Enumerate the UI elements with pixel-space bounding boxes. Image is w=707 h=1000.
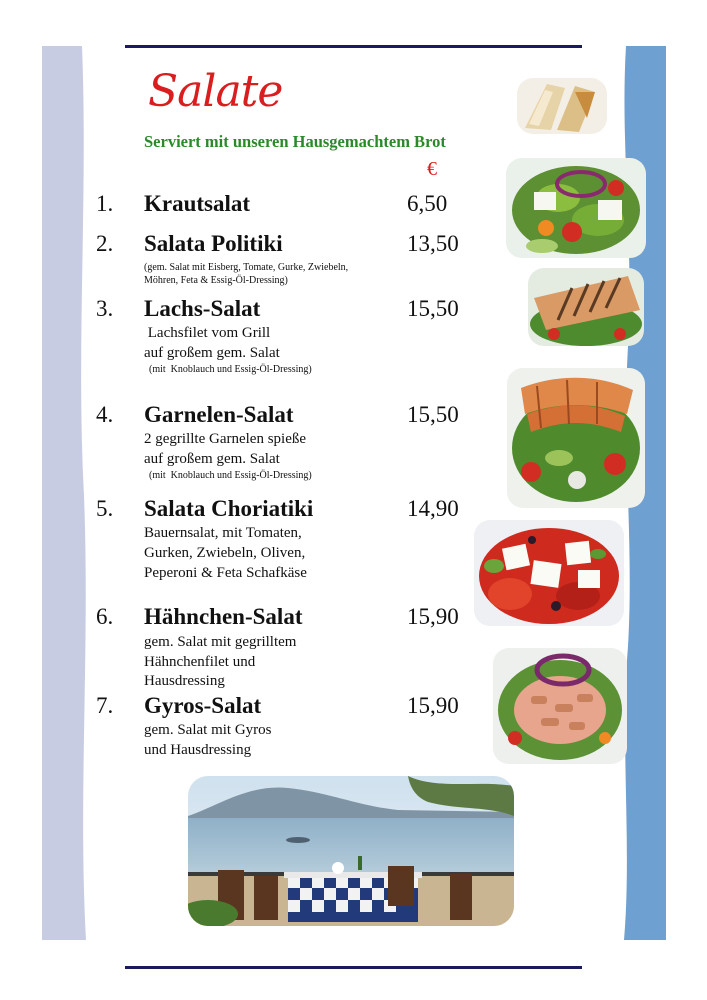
item-description: Möhren, Feta & Essig-Öl-Dressing) (144, 275, 288, 286)
item-price: 13,50 (407, 231, 459, 256)
subtitle: Serviert mit unseren Hausgemachtem Brot (144, 132, 446, 151)
item-description: Bauernsalat, mit Tomaten, (144, 525, 302, 541)
item-description: Gurken, Zwiebeln, Oliven, (144, 545, 306, 561)
item-price: 14,90 (407, 496, 459, 521)
item-price: 15,90 (407, 604, 459, 629)
item-price: 15,50 (407, 296, 459, 321)
item-price: 6,50 (407, 191, 448, 216)
item-number: 3. (96, 296, 114, 321)
item-name: Salata Choriatiki (144, 496, 314, 521)
item-price: 15,90 (407, 693, 459, 718)
item-description: Hausdressing (144, 673, 225, 689)
item-description: Peperoni & Feta Schafkäse (144, 565, 307, 581)
item-name: Salata Politiki (144, 231, 283, 256)
item-description: 2 gegrillte Garnelen spieße (144, 431, 307, 447)
item-price: 15,50 (407, 402, 459, 427)
chicken-salad-photo (493, 648, 627, 764)
shrimp-salad-photo (507, 368, 645, 508)
bottom-rule (125, 966, 582, 969)
page-title: Salate (148, 66, 283, 117)
choriatiki-salad-photo (474, 520, 624, 626)
item-description: Hähnchenfilet und (144, 654, 256, 670)
item-note: (mit Knoblauch und Essig-Öl-Dressing) (144, 470, 312, 481)
item-number: 5. (96, 496, 114, 521)
item-note: (mit Knoblauch und Essig-Öl-Dressing) (144, 364, 312, 375)
item-number: 7. (96, 693, 114, 718)
item-name: Hähnchen-Salat (144, 604, 303, 629)
item-description: (gem. Salat mit Eisberg, Tomate, Gurke, Zwiebeln, (144, 262, 349, 273)
seaside-taverna-photo (188, 776, 514, 926)
item-number: 2. (96, 231, 114, 256)
item-number: 1. (96, 191, 114, 216)
item-description: auf großem gem. Salat (144, 345, 280, 361)
currency-symbol: € (427, 158, 437, 180)
salmon-salad-photo (528, 268, 644, 346)
item-name: Lachs-Salat (144, 296, 261, 321)
item-description: und Hausdressing (144, 742, 252, 758)
item-name: Garnelen-Salat (144, 402, 294, 427)
left-decorative-strip (42, 46, 86, 940)
item-name: Krautsalat (144, 191, 251, 216)
politiki-salad-photo (506, 158, 646, 258)
bread-photo (517, 78, 607, 134)
item-description: auf großem gem. Salat (144, 451, 280, 467)
item-description: Lachsfilet vom Grill (144, 325, 271, 341)
top-rule (125, 45, 582, 48)
item-number: 6. (96, 604, 114, 629)
item-name: Gyros-Salat (144, 693, 262, 718)
item-description: gem. Salat mit gegrilltem (144, 634, 297, 650)
item-description: gem. Salat mit Gyros (144, 722, 272, 738)
item-number: 4. (96, 402, 114, 427)
